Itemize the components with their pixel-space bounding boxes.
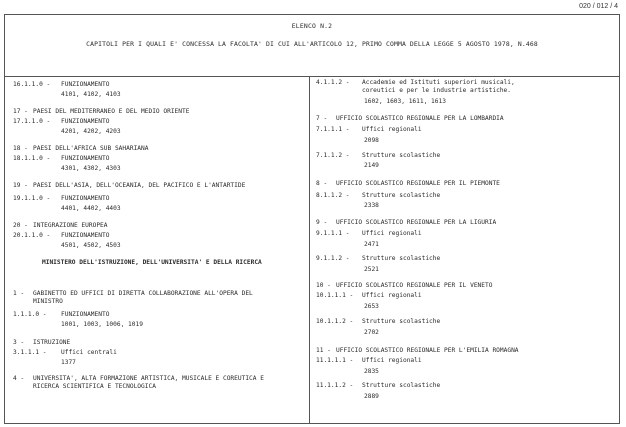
chapter-numbers: 2889: [364, 393, 379, 400]
item-description: PAESI DEL MEDITERRANEO E DEL MEDIO ORIENTE: [33, 108, 190, 115]
chapter-numbers: 4101, 4102, 4103: [61, 91, 121, 98]
chapter-numbers: 4201, 4202, 4203: [61, 128, 121, 135]
item-code: 11.1.1.1 -: [316, 357, 354, 364]
item-description: Strutture scolastiche: [362, 152, 441, 159]
item-code: 9.1.1.2 -: [316, 255, 350, 262]
item-description: UFFICIO SCOLASTICO REGIONALE PER IL VENETO: [336, 282, 493, 289]
item-description: Uffici centrali: [61, 349, 117, 356]
item-code: 11.1.1.2 -: [316, 382, 354, 389]
item-description: Accademie ed Istituti superiori musicali,: [362, 79, 515, 86]
item-description-continued: RICERCA SCIENTIFICA E TECNOLOGICA: [33, 383, 156, 390]
item-code: 8.1.1.2 -: [316, 192, 350, 199]
chapter-numbers: 4301, 4302, 4303: [61, 165, 121, 172]
item-code: 18.1.1.0 -: [13, 155, 51, 162]
item-description-continued: coreutici e per le industrie artistiche.: [362, 87, 512, 94]
chapter-numbers: 1602, 1603, 1611, 1613: [364, 98, 446, 105]
item-description: UFFICIO SCOLASTICO REGIONALE PER IL PIEMONTE: [336, 180, 500, 187]
chapter-numbers: 4401, 4402, 4403: [61, 205, 121, 212]
item-description: Uffici regionali: [362, 230, 422, 237]
chapter-numbers: 2149: [364, 162, 379, 169]
item-description: ISTRUZIONE: [33, 339, 71, 346]
item-description: FUNZIONAMENTO: [61, 81, 110, 88]
item-code: 1 -: [13, 290, 25, 297]
chapter-numbers: 1001, 1003, 1006, 1019: [61, 321, 143, 328]
item-code: 10.1.1.2 -: [316, 318, 354, 325]
item-code: 7.1.1.1 -: [316, 126, 350, 133]
item-code: 20 -: [13, 222, 28, 229]
chapter-numbers: 2521: [364, 266, 379, 273]
document-frame: [4, 14, 620, 424]
list-title: ELENCO N.2: [291, 22, 333, 30]
item-description: FUNZIONAMENTO: [61, 311, 110, 318]
chapter-numbers: 2653: [364, 303, 379, 310]
item-description: Strutture scolastiche: [362, 192, 441, 199]
item-description: Strutture scolastiche: [362, 382, 441, 389]
item-description-continued: MINISTRO: [33, 298, 63, 305]
item-code: 7 -: [316, 115, 328, 122]
chapter-numbers: 1377: [61, 359, 76, 366]
item-code: 9.1.1.1 -: [316, 230, 350, 237]
item-description: Strutture scolastiche: [362, 318, 441, 325]
chapter-numbers: 2702: [364, 329, 379, 336]
item-description: UFFICIO SCOLASTICO REGIONALE PER LA LOMBARDIA: [336, 115, 504, 122]
item-code: 7.1.1.2 -: [316, 152, 350, 159]
item-description: Uffici regionali: [362, 357, 422, 364]
item-description: FUNZIONAMENTO: [61, 155, 110, 162]
item-description: FUNZIONAMENTO: [61, 118, 110, 125]
chapter-numbers: 4501, 4502, 4503: [61, 242, 121, 249]
column-divider: [309, 77, 310, 423]
item-description: Strutture scolastiche: [362, 255, 441, 262]
item-code: 16.1.1.0 -: [13, 81, 51, 88]
item-code: 3.1.1.1 -: [13, 349, 47, 356]
item-code: 3 -: [13, 339, 25, 346]
chapter-numbers: 2471: [364, 241, 379, 248]
chapter-numbers: 2835: [364, 368, 379, 375]
item-code: 10 -: [316, 282, 331, 289]
item-description: PAESI DELL'AFRICA SUB SAHARIANA: [33, 145, 149, 152]
chapter-numbers: 2098: [364, 137, 379, 144]
chapter-numbers: 2338: [364, 202, 379, 209]
item-description: GABINETTO ED UFFICI DI DIRETTA COLLABORAZIONE ALL'OPERA DEL: [33, 290, 253, 297]
document-header: [5, 15, 619, 77]
item-code: 4.1.1.2 -: [316, 79, 350, 86]
item-code: 17.1.1.0 -: [13, 118, 51, 125]
page-number: 020 / 012 / 4: [579, 3, 618, 10]
item-code: 4 -: [13, 375, 25, 382]
item-description: FUNZIONAMENTO: [61, 195, 110, 202]
item-description: UFFICIO SCOLASTICO REGIONALE PER LA LIGURIA: [336, 219, 497, 226]
item-code: 19 -: [13, 182, 28, 189]
list-subtitle: CAPITOLI PER I QUALI E' CONCESSA LA FACOLTA' DI CUI ALL'ARTICOLO 12, PRIMO COMMA DELLA LEGGE 5 AGOSTO 1978, N.468: [86, 40, 538, 48]
item-code: 18 -: [13, 145, 28, 152]
item-code: 8 -: [316, 180, 328, 187]
item-description: Uffici regionali: [362, 292, 422, 299]
item-description: UFFICIO SCOLASTICO REGIONALE PER L'EMILIA ROMAGNA: [336, 347, 519, 354]
item-code: 20.1.1.0 -: [13, 232, 51, 239]
item-code: 19.1.1.0 -: [13, 195, 51, 202]
item-code: 1.1.1.0 -: [13, 311, 47, 318]
item-description: FUNZIONAMENTO: [61, 232, 110, 239]
item-code: 10.1.1.1 -: [316, 292, 354, 299]
item-description: INTEGRAZIONE EUROPEA: [33, 222, 108, 229]
item-code: 9 -: [316, 219, 328, 226]
ministry-heading: MINISTERO DELL'ISTRUZIONE, DELL'UNIVERSITA' E DELLA RICERCA: [42, 259, 262, 266]
item-code: 17 -: [13, 108, 28, 115]
item-description: PAESI DELL'ASIA, DELL'OCEANIA, DEL PACIFICO E L'ANTARTIDE: [33, 182, 246, 189]
item-description: UNIVERSITA', ALTA FORMAZIONE ARTISTICA, MUSICALE E COREUTICA E: [33, 375, 264, 382]
item-description: Uffici regionali: [362, 126, 422, 133]
item-code: 11 -: [316, 347, 331, 354]
